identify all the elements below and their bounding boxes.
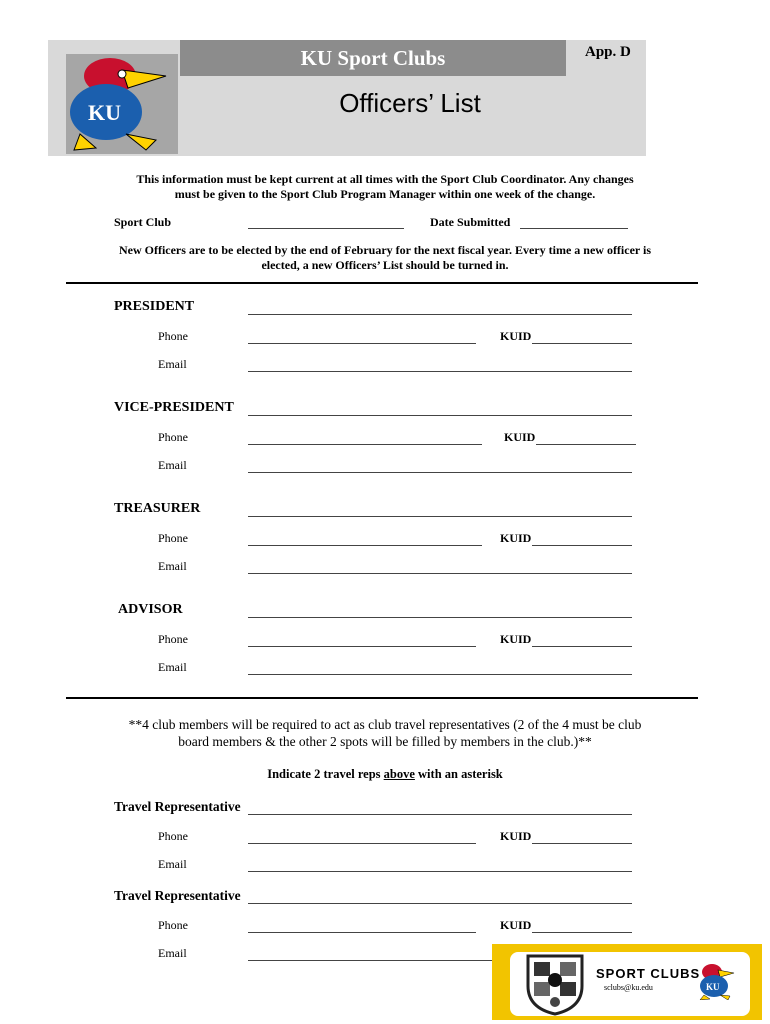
vice-president-email-field[interactable] [248,472,632,473]
president-phone-field[interactable] [248,343,476,344]
president-kuid-label: KUID [500,329,532,343]
vice-president-name-field[interactable] [248,415,632,416]
president-heading: PRESIDENT [114,299,195,314]
notice-line-2: elected, a new Officers’ List should be turned in. [261,258,509,272]
travel-indicate-note: Indicate 2 travel reps above with an asterisk [267,767,503,781]
treasurer-email-field[interactable] [248,573,632,574]
treasurer-phone-field[interactable] [248,545,482,546]
advisor-kuid-label: KUID [500,632,532,646]
vice-president-heading: VICE-PRESIDENT [114,400,234,415]
travel-rep-2-phone-label: Phone [158,918,188,932]
travel-rep-1-phone-label: Phone [158,829,188,843]
travel-note-line-1: **4 club members will be required to act as club travel representatives (2 of the 4 must be club [128,717,642,732]
treasurer-email-label: Email [158,559,187,573]
travel-rep-2-name-field[interactable] [248,903,632,904]
travel-rep-1-email-field[interactable] [248,871,632,872]
notice-line-1: New Officers are to be elected by the end of February for the next fiscal year. Every time a new officer is [118,243,652,257]
treasurer-kuid-field[interactable] [532,545,632,546]
travel-rep-2-kuid-field[interactable] [532,932,632,933]
treasurer-phone-label: Phone [158,531,188,545]
divider-top [66,282,698,284]
vice-president-kuid-label: KUID [504,430,536,444]
date-submitted-field[interactable] [520,228,628,229]
travel-rep-2-heading: Travel Representative [114,888,241,903]
advisor-heading: ADVISOR [118,602,183,617]
treasurer-name-field[interactable] [248,516,632,517]
jayhawk-small-icon [696,962,736,1000]
advisor-email-field[interactable] [248,674,632,675]
advisor-name-field[interactable] [248,617,632,618]
jayhawk-icon [66,54,178,154]
president-name-field[interactable] [248,314,632,315]
sport-club-label: Sport Club [114,215,172,229]
president-phone-label: Phone [158,329,188,343]
app-label: App. D [585,44,631,60]
page-title: Officers’ List [339,88,481,118]
vice-president-phone-label: Phone [158,430,188,444]
travel-rep-1-kuid-label: KUID [500,829,532,843]
vice-president-email-label: Email [158,458,187,472]
divider-bottom [66,697,698,699]
sport-club-field[interactable] [248,228,404,229]
footer-brand: SPORT CLUBS [596,966,701,981]
date-submitted-label: Date Submitted [430,215,511,229]
travel-rep-1-name-field[interactable] [248,814,632,815]
travel-rep-2-kuid-label: KUID [500,918,532,932]
travel-rep-2-email-field[interactable] [248,960,492,961]
travel-note-line-2: board members & the other 2 spots will be filled by members in the club.)** [178,734,592,749]
sport-crest-icon [522,952,588,1016]
president-kuid-field[interactable] [532,343,632,344]
travel-rep-1-email-label: Email [158,857,187,871]
travel-rep-1-phone-field[interactable] [248,843,476,844]
treasurer-heading: TREASURER [114,501,201,516]
travel-rep-2-phone-field[interactable] [248,932,476,933]
advisor-kuid-field[interactable] [532,646,632,647]
svg-text:KU: KU [706,982,720,992]
travel-rep-1-heading: Travel Representative [114,799,241,814]
president-email-field[interactable] [248,371,632,372]
header-title: KU Sport Clubs [300,46,446,70]
intro-line-1: This information must be kept current at all times with the Sport Club Coordinator. Any changes [136,172,634,186]
travel-rep-1-kuid-field[interactable] [532,843,632,844]
jayhawk-logo [66,54,178,154]
travel-rep-2-email-label: Email [158,946,187,960]
vice-president-kuid-field[interactable] [536,444,636,445]
treasurer-kuid-label: KUID [500,531,532,545]
footer-email: sclubs@ku.edu [604,983,653,992]
intro-line-2: must be given to the Sport Club Program Manager within one week of the change. [174,187,596,201]
logo-text: KU [88,100,121,125]
advisor-email-label: Email [158,660,187,674]
advisor-phone-field[interactable] [248,646,476,647]
advisor-phone-label: Phone [158,632,188,646]
vice-president-phone-field[interactable] [248,444,482,445]
president-email-label: Email [158,357,187,371]
